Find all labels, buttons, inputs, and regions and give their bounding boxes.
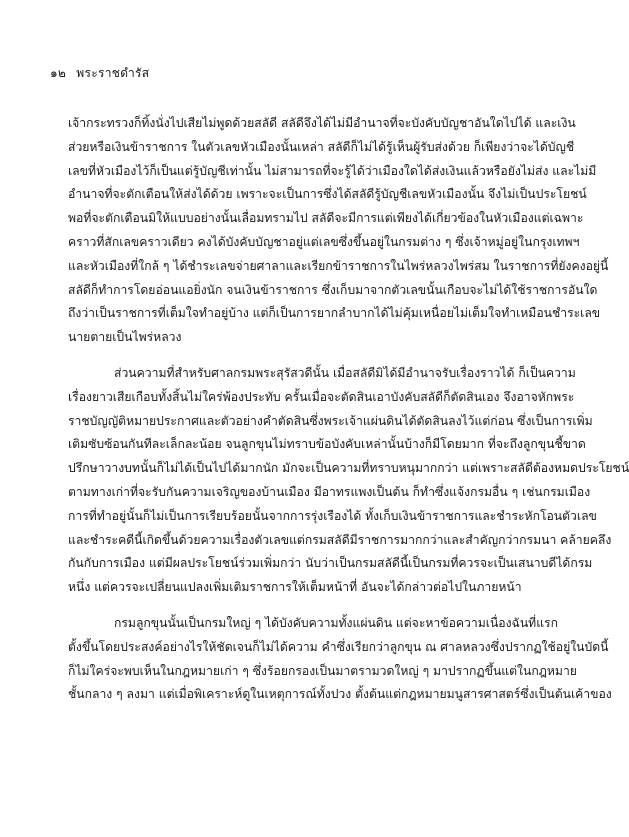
text-line: พอที่จะตักเตือนมิให้แบบอย่างนั้นเลื่อมทรามไป สลัดีจะมีการแต่เพียงได้เกี่ยวข้องในหัวเมืองแต่เฉพาะ [68,211,584,226]
text-line: คราวที่สักเลขคราวเดียว คงได้บังคับบัญชาอยู่แต่เลขซึ่งขึ้นอยู่ในกรมต่าง ๆ ซึ่งเจ้าหมู่อยู่ในกรุงเทพฯ [68,234,580,249]
text-line: ส่วนความที่สำหรับศาลกรมพระสุรัสวดีนั้น เมื่อสลัดีมิได้มีอำนาจรับเรื่องราวได้ ก็เป็นความ [114,365,576,380]
text-line: และหัวเมืองที่ใกล้ ๆ ได้ชำระเลขจ่ายศาลาและเรียกข้าราชการในไพร่หลวงไพร่สม ในราชการที่ยังคงอยู่นี้ [68,258,609,273]
text-line: ถึงว่าเป็นราชการที่เต็มใจทำอยู่บ้าง แต่ก็เป็นการยากลำบากได้ไม่คุ้มเหนื่อยไม่เต็มใจทำเหมือนชำระเลข [68,306,601,321]
text-line: ส่วยหรือเงินข้าราชการ ในตัวเลขหัวเมืองนั้นเหล่า สลัดีก็ไม่ได้รู้เห็นผู้รับส่งด้วย ก็เพียงว่าจะได้บัญชี [68,139,575,154]
body-text [68,112,629,707]
paragraph [68,612,612,707]
text-line: หนึ่ง แต่ควรจะเปลี่ยนแปลงเพิ่มเติมราชการให้เต็มหน้าที่ อันจะได้กล่าวต่อไปในภายหน้า [68,580,522,595]
page-number: ๑๒ [50,66,67,80]
text-line: เลขที่หัวเมืองไว้ก็เป็นแต่รู้บัญชีเท่านั้น ไม่สามารถที่จะรู้ได้ว่าเมืองใดได้ส่งเงินแล้วหรือยังไม่ส่ง และไม่มี [68,163,597,178]
text-line: นายตายเป็นไพร่หลวง [68,330,182,345]
text-line: ราชบัญญัติหมายประกาศและตัวอย่างคำตัดสินซึ่งพระเจ้าแผ่นดินได้ตัดสินลงไว้แต่ก่อน ซึ่งเป็นการเพิ่ม [68,413,593,428]
text-line: ก็ไม่ใคร่จะพบเห็นในกฎหมายเก่า ๆ ซึ่งร้อยกรองเป็นมาตรามวดใหญ่ ๆ มาปรากฏขึ้นแต่ในกฎหมาย [68,663,577,678]
paragraph-gap [68,600,554,612]
text-line: ปรึกษาวางบทนั้นก็ไม่ได้เป็นไปได้มากนัก มักจะเป็นความที่ทราบหนุมากกว่า แต่เพราะสลัดีต้องหมดประโยชน์ [68,461,629,476]
paragraph [68,112,609,350]
paragraph-gap [68,350,554,362]
text-line: และชำระคดีนี้เกิดขึ้นด้วยความเรื่องตัวเลขแต่กรมสลัดีมีราชการมากกว่าและสำคัญกว่ากรมนา คล้ายคลึง [68,532,612,547]
text-line: สลัดีก็ทำการโดยอ่อนแอยิ่งนัก จนเงินข้าราชการ ซึ่งเก็บมาจากตัวเลขนั้นเกือบจะไม่ได้ใช้ราชการอันใด [68,282,598,297]
text-line: ชั้นกลาง ๆ ลงมา แต่เมื่อพิเคราะห์ดูในเหตุการณ์ทั้งปวง ตั้งต้นแต่กฎหมายมนูสารศาสตร์ซึ่งเป็นต้นเค้าของ [68,687,612,702]
text-line: เจ้ากระทรวงก็ทิ้งนั่งไปเสียไม่พูดด้วยสลัดี สลัดีจึงได้ไม่มีอำนาจที่จะบังคับบัญชาอันใดไปได้ และเงิน [68,116,576,130]
paragraph [68,362,629,600]
text-line: ตั้งขึ้นโดยประสงค์อย่างไรให้ชัดเจนก็ไม่ได้ความ คำซึ่งเรียกว่าลูกขุน ณ ศาลหลวงซึ่งปรากฏใช้อยู่ในบัดนี้ [68,639,609,654]
page-header [50,64,149,83]
text-line: เรื่องยาวเสียเกือบทั้งสิ้นไม่ใคร่พ้องประทับ ครั้นเมื่อจะตัดสินเอาบังคับสลัดีก็ตัดสินเอง จึงอาจหักพระ [68,389,575,404]
text-line: กรมลูกขุนนั้นเป็นกรมใหญ่ ๆ ได้บังคับความทั้งแผ่นดิน แต่จะหาข้อความเนื่องฉันที่แรก [114,615,558,630]
text-line: กันกับการเมือง แต่มีผลประโยชน์ร่วมเพิ่มกว่า นับว่าเป็นกรมสลัดีนี้เป็นกรมที่ควรจะเป็นเสนาบดีได้กรม [68,556,593,571]
text-line: อำนาจที่จะตักเตือนให้ส่งได้ด้วย เพราะจะเป็นการซึ่งได้สลัดีรู้บัญชีเลขหัวเมืองนั้น จึงไม่เป็นประโยชน์ [68,187,587,202]
text-line: เติมซับซ้อนกันทีละเล็กละน้อย จนลูกขุนไม่ทราบข้อบังคับเหล่านั้นบ้างก็มีโดยมาก ที่จะถึงลูกขุนชี้ขาด [68,437,586,452]
running-title: พระราชดำรัส [76,66,150,80]
text-line: ตามทางเก่าที่จะรับกันความเจริญของบ้านเมือง มีอาทรแพงเป็นต้น ก็ทำซึ่งแจ้งกรมอื่น ๆ เช่นกรมเมือง [68,484,591,499]
text-line: การที่ทำอยู่นั้นก็ไม่เป็นการเรียบร้อยนั้นจากการรุ่งเรืองได้ ทั้งเก็บเงินข้าราชการและชำระหักโอนตัวเลข [68,508,597,523]
